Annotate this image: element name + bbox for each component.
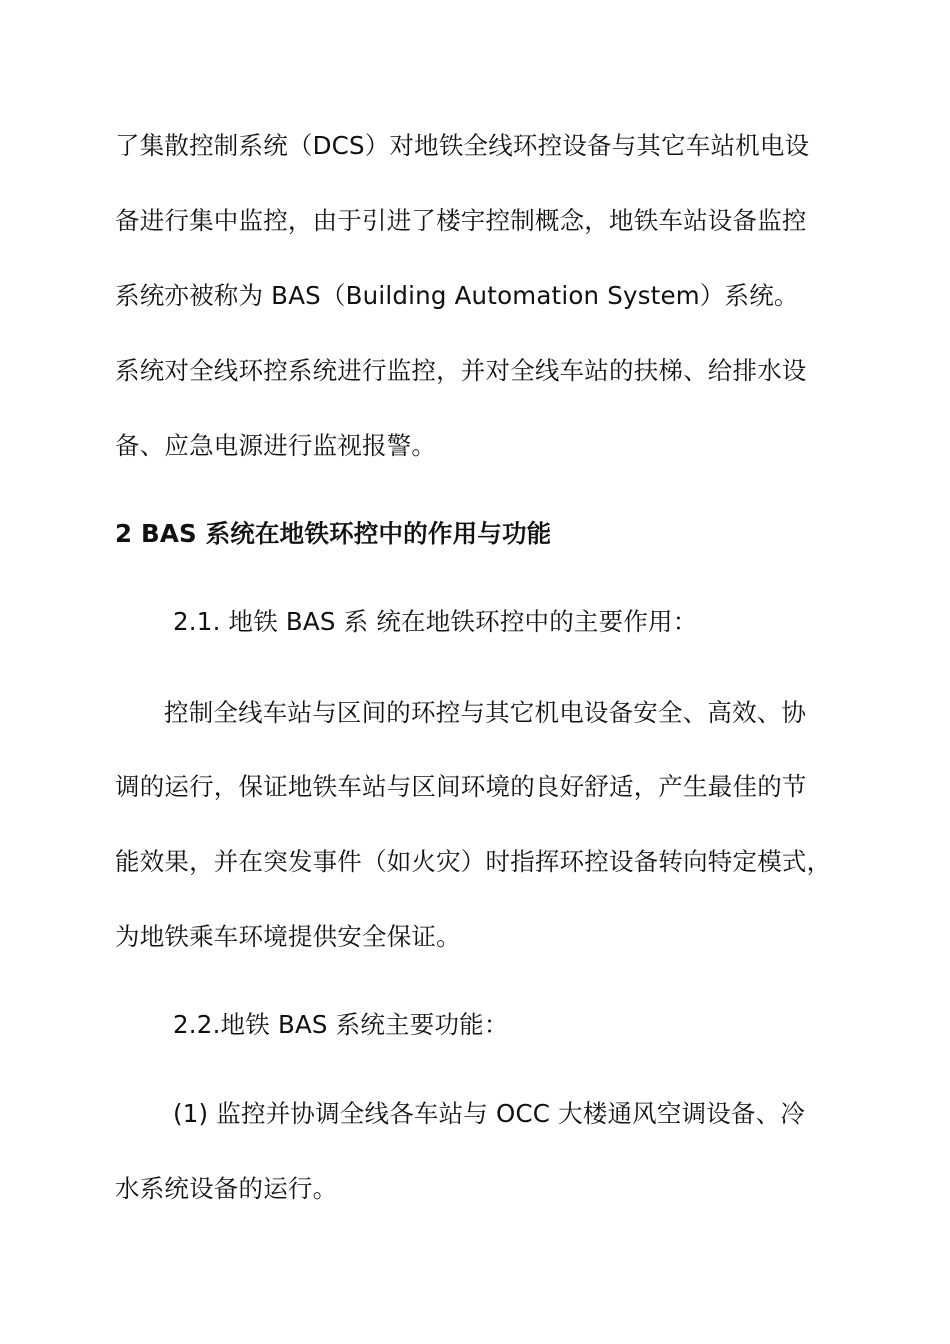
text-line: 备、应急电源进行监视报警。	[115, 431, 437, 460]
text-line: 调的运行，保证地铁车站与区间环境的良好舒适，产生最佳的节	[115, 772, 807, 801]
text-line: 系统亦被称为 BAS（Building Automation System）系统。	[115, 281, 799, 310]
section-heading: 2 BAS 系统在地铁环控中的作用与功能	[115, 519, 552, 548]
text-line: 了集散控制系统（DCS）对地铁全线环控设备与其它车站机电设	[115, 131, 810, 160]
text-line: 控制全线车站与区间的环控与其它机电设备安全、高效、协	[164, 698, 807, 727]
subsection-heading-2-1: 2.1. 地铁 BAS 系 统在地铁环控中的主要作用：	[173, 607, 698, 636]
text-line: 备进行集中监控，由于引进了楼宇控制概念，地铁车站设备监控	[115, 206, 807, 235]
text-line: 水系统设备的运行。	[115, 1174, 338, 1203]
subsection-heading-2-2: 2.2.地铁 BAS 系统主要功能：	[173, 1010, 509, 1039]
text-line: 系统对全线环控系统进行监控，并对全线车站的扶梯、给排水设	[115, 356, 807, 385]
text-line: (1) 监控并协调全线各车站与 OCC 大楼通风空调设备、冷	[173, 1099, 806, 1128]
text-line: 能效果，并在突发事件（如火灾）时指挥环控设备转向特定模式，	[115, 847, 832, 876]
text-line: 为地铁乘车环境提供安全保证。	[115, 922, 461, 951]
